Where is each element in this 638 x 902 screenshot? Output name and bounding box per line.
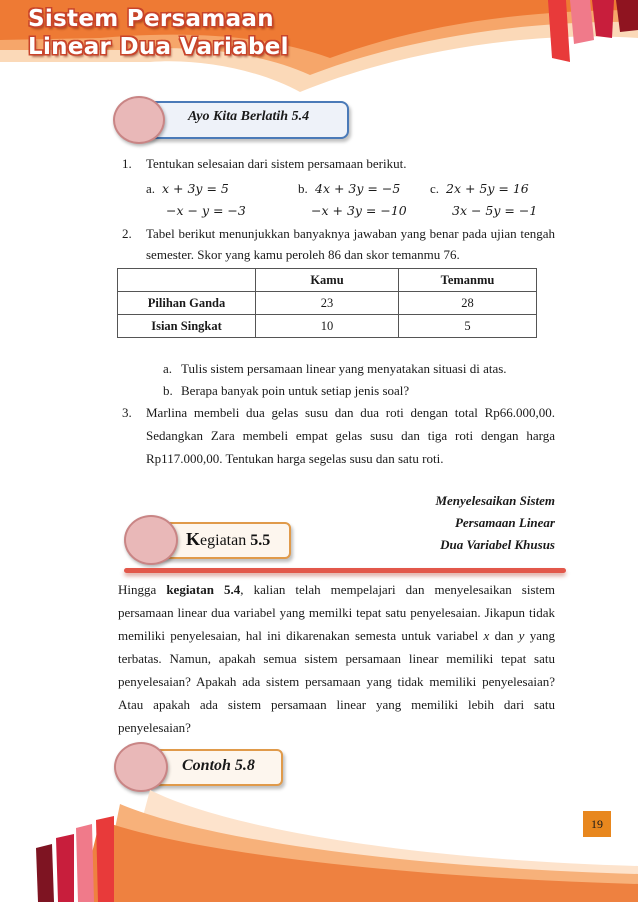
q3-line3: Rp117.000,00. Tentukan harga segelas susu dan satu roti.	[146, 451, 444, 466]
table-cell: 5	[399, 315, 537, 338]
kegiatan-initial: K	[186, 529, 201, 549]
q1-b-eq1: 4𝑥 + 3𝑦 = −5	[315, 181, 401, 196]
table-row-label: Isian Singkat	[118, 315, 256, 338]
q1-number: 1.	[122, 156, 132, 171]
q2-line2: semester. Skor yang kamu peroleh 86 dan skor temanmu 76.	[146, 247, 460, 262]
contoh-label: Contoh 5.8	[182, 757, 255, 774]
side-note-line3: Dua Variabel Khusus	[440, 537, 555, 552]
variable-y: y	[518, 628, 525, 643]
q1-b-label: b.	[298, 181, 308, 196]
q1-text: Tentukan selesaian dari sistem persamaan berikut.	[146, 156, 407, 171]
chapter-title-line1: Sistem Persamaan	[28, 6, 274, 32]
page-number: 19	[583, 811, 611, 837]
kegiatan-reference: kegiatan 5.4	[166, 582, 241, 597]
table-header-cell: Kamu	[256, 269, 399, 292]
paragraph-text: dan	[489, 628, 519, 643]
paragraph-text: Hingga	[118, 582, 167, 597]
table-header-row	[118, 269, 537, 292]
paragraph-line: Atau apakah ada sistem persamaan linear yang memiliki lebih dari satu	[118, 697, 555, 712]
paragraph-text: , kalian telah mempelajari dan menyelesaikan sistem	[240, 582, 555, 597]
score-table	[117, 268, 537, 338]
q2-sub-b-text: Berapa banyak poin untuk setiap jenis soal?	[181, 383, 410, 398]
banner-circle-decoration	[113, 96, 165, 144]
banner-circle-decoration	[114, 742, 168, 792]
table-header-cell: Temanmu	[399, 269, 537, 292]
q3-line2: Sedangkan Zara membeli empat gelas susu dan tiga roti dengan harga	[146, 428, 555, 443]
q2-sub-a-label: a.	[163, 361, 173, 376]
paragraph-line: terbatas. Namun, apakah semua sistem persamaan linear memiliki tepat satu	[118, 651, 555, 666]
q2-sub-a-text: Tulis sistem persamaan linear yang menyatakan situasi di atas.	[181, 361, 507, 376]
banner-circle-decoration	[124, 515, 178, 565]
q3-number: 3.	[122, 405, 132, 420]
table-cell: 28	[399, 292, 537, 315]
kegiatan-label	[186, 529, 270, 550]
q2-sub-b-label: b.	[163, 383, 173, 398]
paragraph-line: penyelesaian?	[118, 720, 191, 735]
table-row-label: Pilihan Ganda	[118, 292, 256, 315]
paragraph-line	[118, 578, 555, 601]
table-row	[118, 292, 537, 315]
q1-c-eq2: 3𝑥 − 5𝑦 = −1	[452, 203, 538, 218]
table-header-cell	[118, 269, 256, 292]
table-cell: 10	[256, 315, 399, 338]
paragraph-line: penyelesaian? Apakah ada sistem persamaan yang tidak memiliki penyelesaian?	[118, 674, 555, 689]
q1-c-eq1: 2𝑥 + 5𝑦 = 16	[446, 181, 529, 196]
q2-number: 2.	[122, 226, 132, 241]
q1-b-eq2: −𝑥 + 3𝑦 = −10	[311, 203, 407, 218]
kegiatan-word: egiatan	[200, 532, 251, 549]
q2-line1: Tabel berikut menunjukkan banyaknya jawaban yang benar pada ujian tengah	[146, 226, 555, 241]
table-row	[118, 315, 537, 338]
chapter-title-line2: Linear Dua Variabel	[28, 34, 289, 60]
q3-line1: Marlina membeli dua gelas susu dan dua roti dengan total Rp66.000,00.	[146, 405, 555, 420]
variable-x: x	[483, 628, 490, 643]
paragraph-line	[118, 624, 555, 647]
paragraph-text: memiliki penyelesaian, hal ini dikarenakan semesta untuk variabel	[118, 628, 484, 643]
q1-c-label: c.	[430, 181, 440, 196]
q1-a-eq2: −𝑥 − 𝑦 = −3	[166, 203, 246, 218]
side-note-line1: Menyelesaikan Sistem	[435, 493, 555, 508]
footer-decoration	[0, 790, 638, 902]
kegiatan-number: 5.5	[250, 532, 271, 549]
side-note-line2: Persamaan Linear	[454, 515, 555, 530]
q1-a-eq1: 𝑥 + 3𝑦 = 5	[162, 181, 229, 196]
section-divider	[124, 568, 566, 573]
paragraph-text: yang	[524, 628, 555, 643]
ayo-kita-berlatih-label: Ayo Kita Berlatih 5.4	[188, 109, 310, 124]
q1-a-label: a.	[146, 181, 156, 196]
table-cell: 23	[256, 292, 399, 315]
paragraph-line: persamaan linear dua variabel yang memilki tepat satu penyelesaian. Jikapun tidak	[118, 605, 555, 620]
